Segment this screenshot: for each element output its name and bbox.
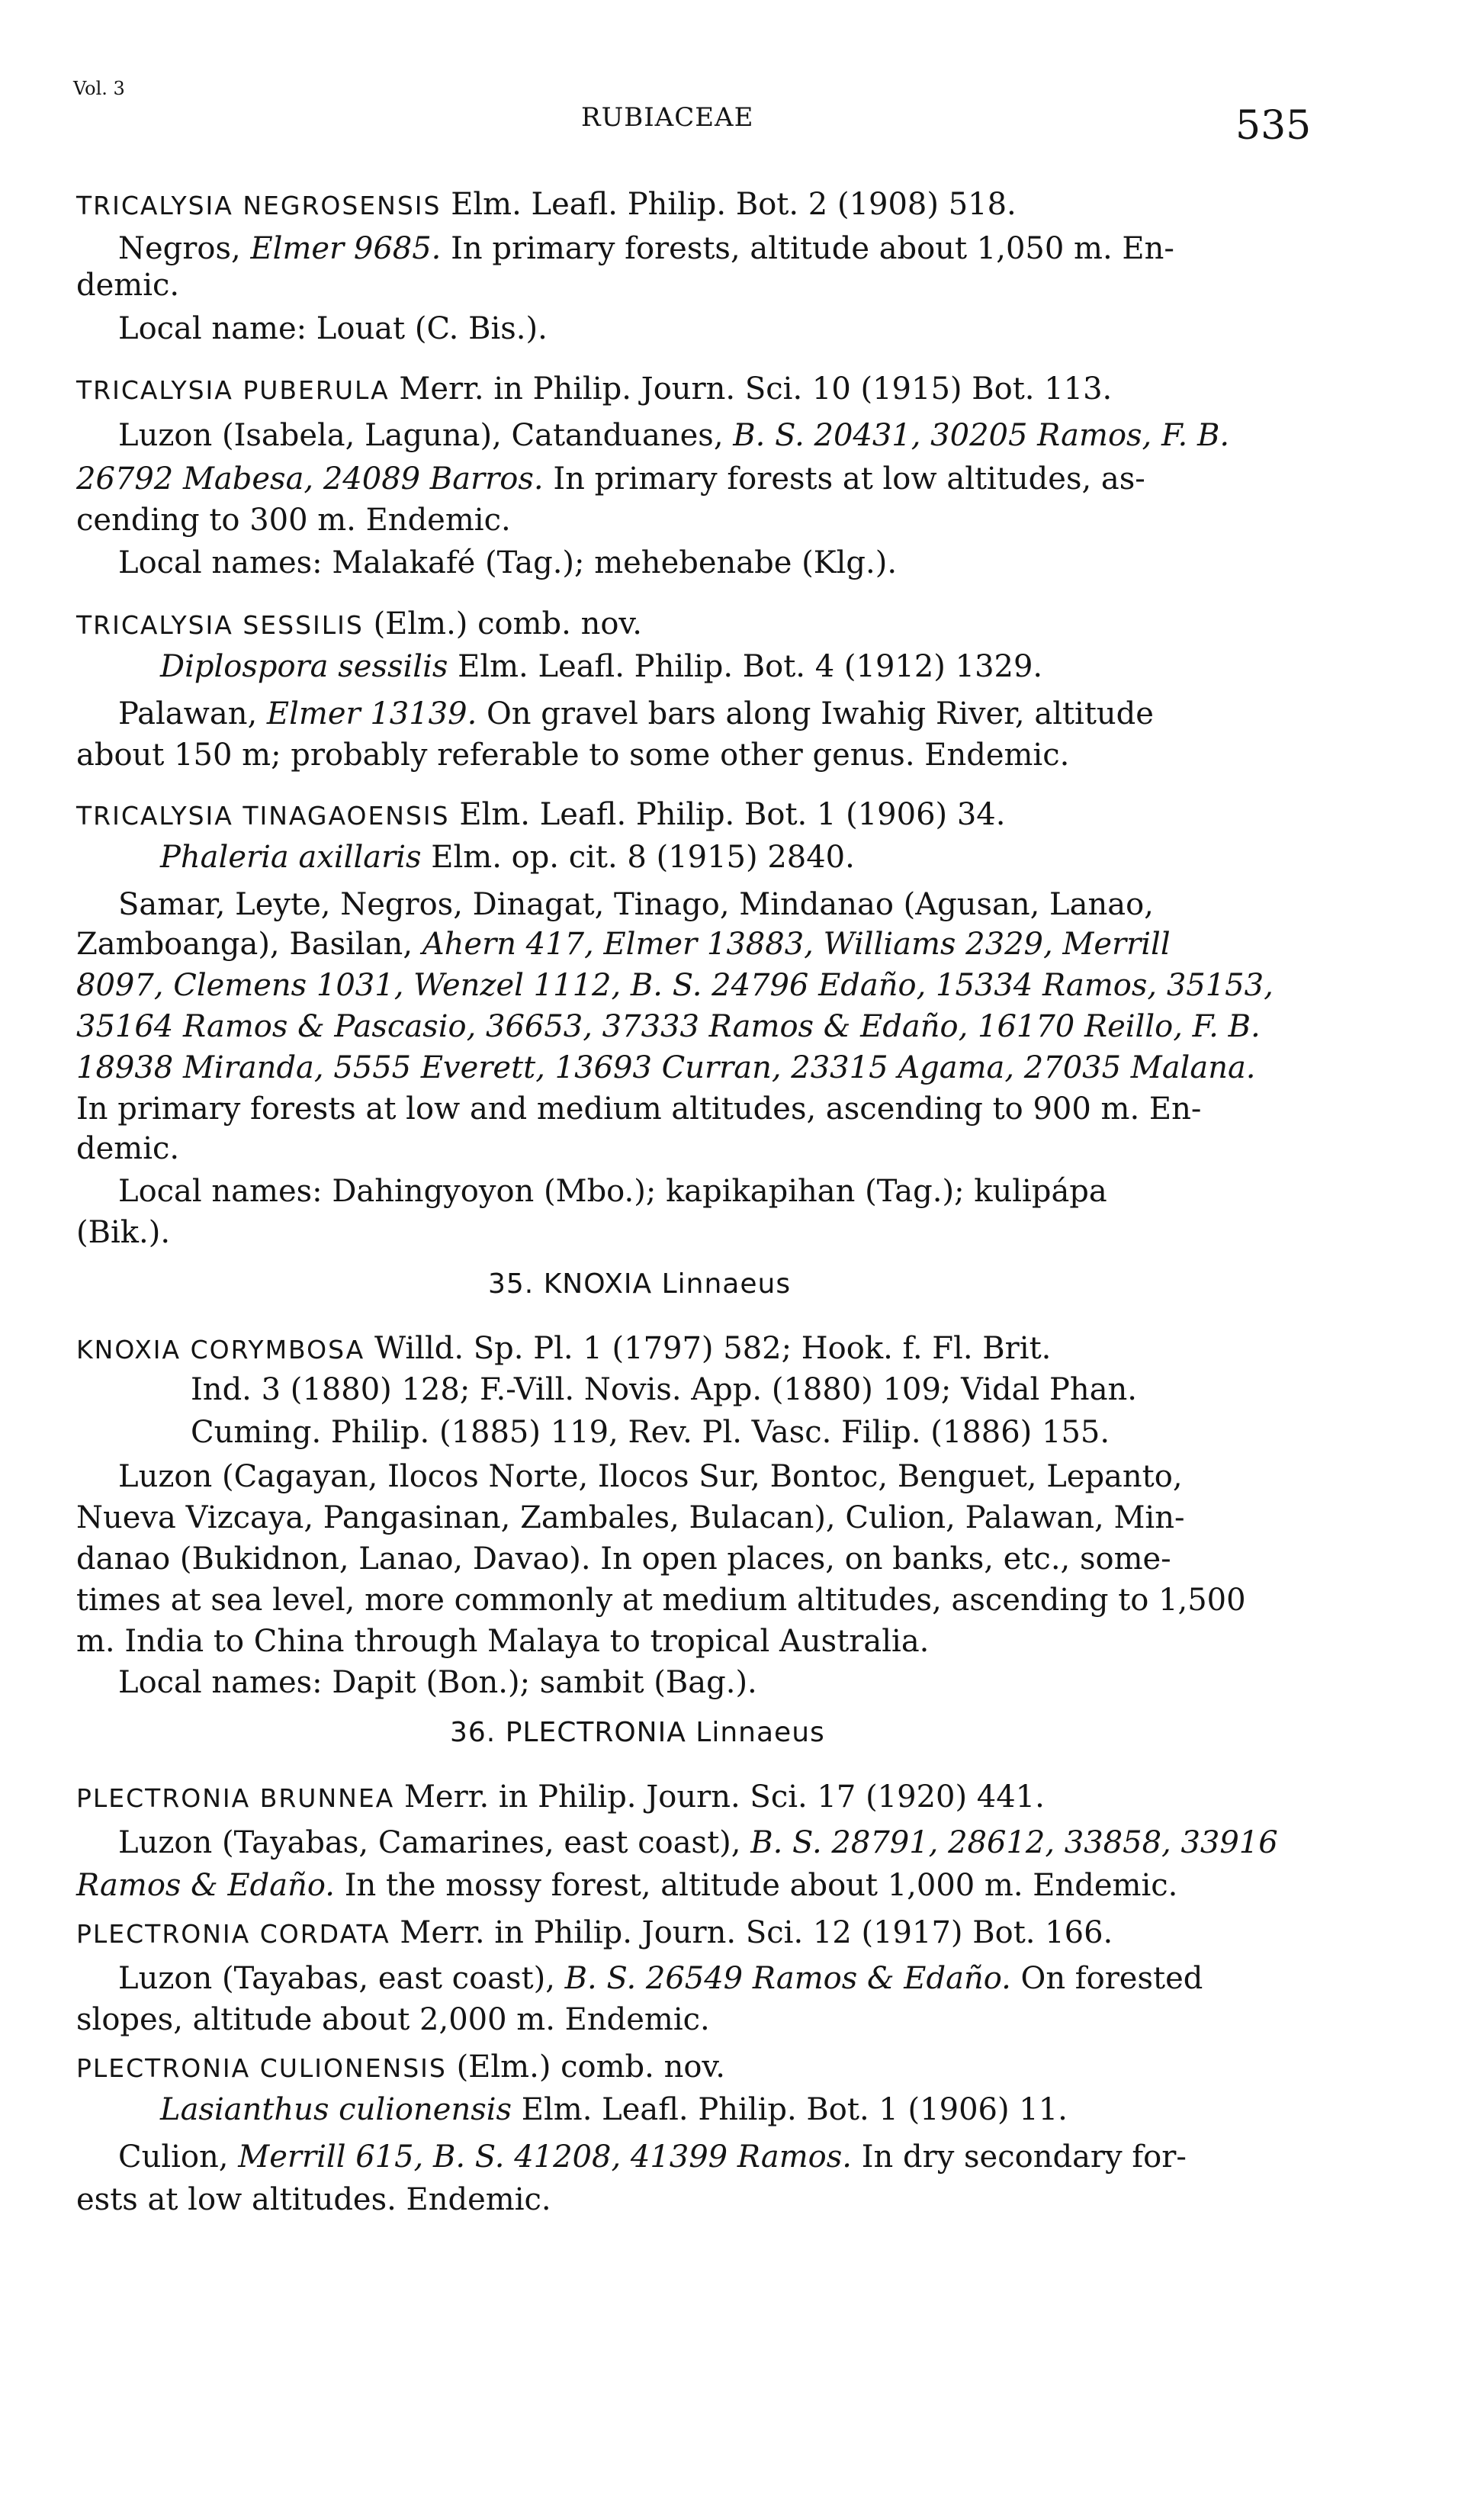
citation: Merr. in Philip. Journ. Sci. 17 (1920) 441. [403,1779,1045,1815]
entry-heading [76,185,1017,226]
text-line: Nueva Vizcaya, Pangasinan, Zambales, Bulacan), Culion, Palawan, Min- [76,1500,1185,1535]
specimen-line [118,1823,1278,1863]
text-line: slopes, altitude about 2,000 m. Endemic. [76,2002,710,2037]
local-names: Local name: Louat (C. Bis.). [118,311,548,346]
text-line: demic. [76,1131,180,1166]
running-title: RUBIACEAE [581,102,754,133]
specimen-line [118,1959,1203,1998]
specimen-line: 18938 Miranda, 5555 Everett, 13693 Curran, 23315 Agama, 27035 Malana. [76,1050,1256,1085]
citation: Willd. Sp. Pl. 1 (1797) 582; Hook. f. Fl. Brit. [374,1331,1052,1366]
distribution: In dry secondary for- [861,2139,1187,2175]
synonym: Diplospora sessilis [160,649,448,684]
citation: Merr. in Philip. Journ. Sci. 12 (1917) Bot. 166. [400,1915,1113,1950]
text-line: ests at low altitudes. Endemic. [76,2182,551,2217]
text-line: In primary forests at low and medium altitudes, ascending to 900 m. En- [76,1091,1202,1127]
genus-heading: 35. KNOXIA Linnaeus [488,1268,792,1300]
distribution: In primary forests, altitude about 1,050 m. En- [451,231,1174,266]
locality: Zamboanga), Basilan, [76,927,413,962]
text-line: about 150 m; probably referable to some other genus. Endemic. [76,738,1070,773]
species-name: KNOXIA CORYMBOSA [76,1335,365,1365]
entry-heading [76,604,642,645]
synonym-line [160,837,855,877]
entry-heading [76,1777,1045,1818]
specimen-line: 8097, Clemens 1031, Wenzel 1112, B. S. 24796 Edaño, 15334 Ramos, 35153, [76,968,1274,1003]
citation: Elm. Leafl. Philip. Bot. 1 (1906) 11. [521,2092,1068,2127]
distribution: On gravel bars along Iwahig River, altitude [487,696,1154,731]
local-names: Local names: Dahingyoyon (Mbo.); kapikapihan (Tag.); kulipápa [118,1174,1107,1209]
entry-heading [76,795,1005,836]
citation: Elm. Leafl. Philip. Bot. 4 (1912) 1329. [458,649,1043,684]
specimen-line [76,1866,1177,1905]
synonym-line [160,647,1042,686]
collector: B. S. 26549 Ramos & Edaño. [564,1961,1011,1996]
local-names: Local names: Dapit (Bon.); sambit (Bag.). [118,1665,757,1700]
species-name: PLECTRONIA CORDATA [76,1919,390,1949]
synonym-line [160,2090,1068,2130]
collector: B. S. 28791, 28612, 33858, 33916 [750,1825,1278,1860]
citation: (Elm.) comb. nov. [373,606,642,641]
locality: Luzon (Tayabas, east coast), [118,1961,555,1996]
distribution: In primary forests at low altitudes, as- [553,461,1145,497]
locality: Culion, [118,2139,229,2175]
citation: Elm. Leafl. Philip. Bot. 2 (1908) 518. [451,187,1017,222]
citation: Elm. op. cit. 8 (1915) 2840. [431,840,855,875]
locality: Luzon (Tayabas, Camarines, east coast), [118,1825,741,1860]
distribution: In the mossy forest, altitude about 1,000 m. Endemic. [344,1868,1178,1903]
specimen-line [118,694,1154,734]
text-line: cending to 300 m. Endemic. [76,503,511,538]
entry-heading [76,1329,1051,1370]
citation-line: Ind. 3 (1880) 128; F.-Vill. Novis. App. (1880) 109; Vidal Phan. [191,1372,1138,1407]
text-line: Luzon (Cagayan, Ilocos Norte, Ilocos Sur, Bontoc, Benguet, Lepanto, [118,1459,1183,1494]
entry-heading [76,2047,725,2088]
distribution: On forested [1020,1961,1203,1996]
collector: Ahern 417, Elmer 13883, Williams 2329, Merrill [422,927,1171,962]
entry-heading [76,1913,1113,1954]
locality: Palawan, [118,696,258,731]
collector: Merrill 615, B. S. 41208, 41399 Ramos. [238,2139,852,2175]
citation: Merr. in Philip. Journ. Sci. 10 (1915) Bot. 113. [399,371,1113,407]
specimen-line: 35164 Ramos & Pascasio, 36653, 37333 Ramos & Edaño, 16170 Reillo, F. B. [76,1009,1261,1044]
text-line: demic. [76,268,180,303]
locality: Luzon (Isabela, Laguna), Catanduanes, [118,418,724,453]
species-name: TRICALYSIA SESSILIS [76,610,364,640]
collector: Elmer 13139. [266,696,477,731]
text-line: times at sea level, more commonly at medium altitudes, ascending to 1,500 [76,1583,1246,1618]
species-name: PLECTRONIA BRUNNEA [76,1783,395,1813]
collector: Elmer 9685. [250,231,442,266]
collector: Ramos & Edaño. [76,1868,335,1903]
genus-heading: 36. PLECTRONIA Linnaeus [450,1717,825,1748]
species-name: PLECTRONIA CULIONENSIS [76,2053,447,2083]
citation: Elm. Leafl. Philip. Bot. 1 (1906) 34. [459,797,1006,832]
collector: 26792 Mabesa, 24089 Barros. [76,461,544,497]
text-line: m. India to China through Malaya to tropical Australia. [76,1624,930,1659]
specimen-line [118,2137,1187,2177]
citation: (Elm.) comb. nov. [456,2049,725,2085]
page-number: 535 [1235,103,1312,149]
synonym: Lasianthus culionensis [160,2092,512,2127]
specimen-line [76,459,1145,499]
collector: B. S. 20431, 30205 Ramos, F. B. [733,418,1230,453]
specimen-line [76,924,1171,964]
synonym: Phaleria axillaris [160,840,422,875]
locality: Negros, [118,231,241,266]
specimen-line [118,229,1174,268]
text-line: Samar, Leyte, Negros, Dinagat, Tinago, Mindanao (Agusan, Lanao, [118,887,1154,922]
specimen-line [118,416,1229,455]
local-names: (Bik.). [76,1215,171,1250]
species-name: TRICALYSIA TINAGAOENSIS [76,801,450,831]
citation-line: Cuming. Philip. (1885) 119, Rev. Pl. Vasc. Filip. (1886) 155. [191,1415,1110,1450]
entry-heading [76,369,1112,410]
local-names: Local names: Malakafé (Tag.); mehebenabe (Klg.). [118,545,898,580]
species-name: TRICALYSIA PUBERULA [76,375,390,405]
volume-label: Vol. 3 [73,78,125,99]
species-name: TRICALYSIA NEGROSENSIS [76,191,442,220]
text-line: danao (Bukidnon, Lanao, Davao). In open places, on banks, etc., some- [76,1541,1171,1577]
